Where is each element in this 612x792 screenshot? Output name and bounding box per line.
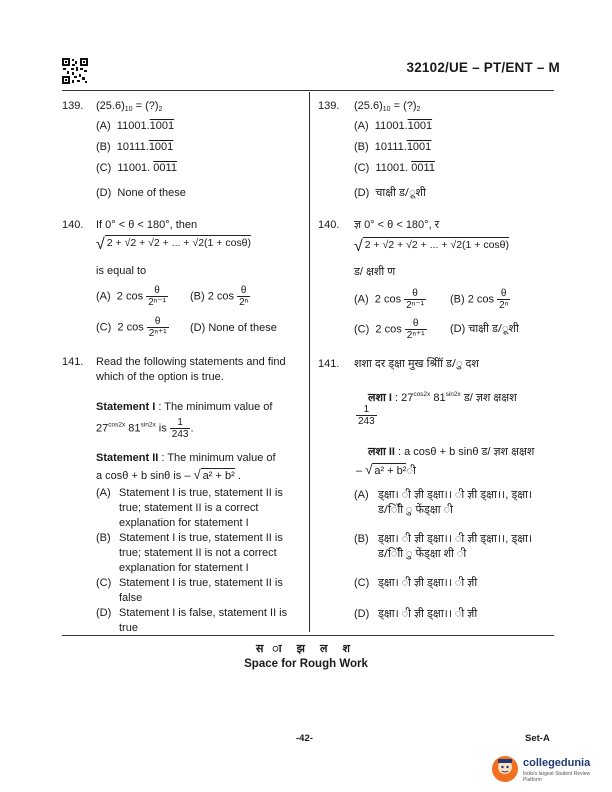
q140-en-tail: is equal to (96, 265, 147, 277)
q141-hi-statement-2-expr: – √ a² + b²ी (356, 462, 416, 477)
q141-en-statement-2-expr: a cosθ + b sinθ is – √ a² + b² . (96, 467, 241, 482)
q141-en-option-a-label: (A) (96, 487, 111, 499)
q141-hi-number: 141. (318, 358, 340, 370)
q141-hi-statement-1: लशा I : $27^{cos2x}$ $81^{sin2x}$ ड/ ज्ञश क्षक्षश (368, 391, 517, 404)
q139-hi-option-a[interactable]: (A) 11001.1001 (354, 120, 433, 132)
q141-en-option-d[interactable]: Statement I is false, statement II is true (119, 607, 288, 634)
mascot-icon (490, 754, 520, 784)
q141-hi-option-c-label: (C) (354, 577, 370, 589)
q141-en-statement-1: Statement I : The minimum value of (96, 401, 273, 413)
q141-hi-option-d[interactable]: ड्क्षा। ी ज्ञी ड्क्षा।। ी ज्ञी (378, 608, 478, 620)
q139-en-option-d[interactable]: (D) None of these (96, 187, 186, 199)
rough-work-label: Space for Rough Work (244, 658, 368, 670)
q139-en-number: 139. (62, 100, 84, 112)
collegedunia-logo[interactable] (490, 752, 600, 786)
q139-en-option-b[interactable]: (B) 10111.1001 (96, 141, 174, 153)
q140-en-option-b[interactable]: (B) 2 cos $\frac{\theta}{\text{2ⁿ}}$ (190, 285, 249, 308)
q140-hi-stem: ज्ञ 0° < θ < 180°, र (354, 219, 440, 231)
q141-hi-statement-2: लशा II : a cosθ + b sinθ ड/ ज्ञश क्षक्षश (368, 446, 535, 458)
q141-en-number: 141. (62, 356, 84, 368)
brand-tagline: India's largest Student Review Platform (523, 771, 591, 783)
q141-hi-option-b[interactable]: ड्क्षा। ी ज्ञी ड्क्षा।। ी ज्ञी ड्क्षा।।, ड्क्षा। ड/ॉिी ु फेंड्क्षा शी ी (378, 533, 533, 560)
q141-hi-stem: शशा दर ड्क्षा मुख श्रीॉि ड/ु दश (354, 358, 479, 370)
q141-en-option-a[interactable]: Statement I is true, statement II is true; statement II is a correct explanation for statement I (119, 487, 283, 529)
top-rule (62, 90, 554, 91)
exam-code: 32102/UE – PT/ENT – M (406, 60, 560, 75)
q141-en-option-c-label: (C) (96, 577, 112, 589)
q141-en-option-d-label: (D) (96, 607, 112, 619)
qr-code (62, 58, 88, 84)
q141-hi-statement-1-frac: $\frac{1}{243}$ (358, 404, 375, 427)
rough-work-label-hindi: स ा झ ल श (255, 643, 357, 655)
q140-hi-option-a[interactable]: (A) 2 cos $\frac{\theta}{\text{2ⁿ⁻¹}}$ (354, 288, 424, 311)
column-divider (309, 92, 310, 632)
q141-hi-option-a-label: (A) (354, 489, 369, 501)
q139-en-stem: $(25.6)_{10}$ = $(?)_2$ (96, 100, 163, 113)
q139-hi-number: 139. (318, 100, 340, 112)
q139-hi-option-c[interactable]: (C) 11001. 0011 (354, 162, 435, 174)
set-label: Set-A (525, 733, 550, 744)
q141-en-stem: Read the following statements and find which of the option is true. (96, 356, 286, 383)
q139-en-option-a[interactable]: (A) 11001.1001 (96, 120, 175, 132)
q141-en-option-b-label: (B) (96, 532, 111, 544)
q141-hi-option-a[interactable]: ड्क्षा। ी ज्ञी ड्क्षा।। ी ज्ञी ड्क्षा।।, ड्क्षा। ड/ॉिी ु फेंड्क्षा ी (378, 489, 533, 516)
q140-hi-option-c[interactable]: (C) 2 cos $\frac{\theta}{\text{2ⁿ⁺¹}}$ (354, 318, 425, 341)
q140-hi-option-d[interactable]: (D) चाक्षी ड/ूशी (450, 323, 519, 335)
q140-en-number: 140. (62, 219, 84, 231)
footer-rule (62, 635, 554, 636)
q140-hi-tail: ड/ क्षशी ण (354, 266, 396, 278)
q140-en-radical: √ 2 + √2 + √2 + ... + √2(1 + cosθ) (96, 236, 252, 253)
q140-en-option-d[interactable]: (D) None of these (190, 322, 277, 334)
brand-name: collegedunia (523, 757, 591, 769)
q140-hi-option-b[interactable]: (B) 2 cos $\frac{\theta}{\text{2ⁿ}}$ (450, 288, 509, 311)
q141-hi-option-b-label: (B) (354, 533, 369, 545)
q141-hi-option-c[interactable]: ड्क्षा। ी ज्ञी ड्क्षा।। ी ज्ञी (378, 577, 478, 589)
q139-en-option-c[interactable]: (C) 11001. 0011 (96, 162, 177, 174)
q141-hi-option-d-label: (D) (354, 608, 370, 620)
page-number: -42- (296, 733, 313, 744)
q140-en-option-a[interactable]: (A) 2 cos $\frac{\theta}{\text{2ⁿ⁻¹}}$ (96, 285, 166, 308)
q140-hi-number: 140. (318, 219, 340, 231)
q141-en-option-c[interactable]: Statement I is true, statement II is false (119, 577, 283, 604)
q139-hi-option-d[interactable]: (D) चाक्षी ड/ूशी (354, 187, 426, 199)
q141-en-option-b[interactable]: Statement I is true, statement II is true; statement II is not a correct explanation for statement I (119, 532, 283, 574)
q141-en-statement-1-expr: $27^{cos2x}$ $81^{sin2x}$ is $\frac{1}{243}$ . (96, 417, 194, 440)
q140-en-stem: If 0° < θ < 180°, then (96, 219, 198, 231)
q141-en-statement-2: Statement II : The minimum value of (96, 452, 276, 464)
q139-hi-stem: $(25.6)_{10}$ = $(?)_2$ (354, 100, 421, 113)
q139-hi-option-b[interactable]: (B) 10111.1001 (354, 141, 432, 153)
q140-hi-radical: √ 2 + √2 + √2 + ... + √2(1 + cosθ) (354, 238, 510, 255)
q140-en-option-c[interactable]: (C) 2 cos $\frac{\theta}{\text{2ⁿ⁺¹}}$ (96, 316, 167, 339)
